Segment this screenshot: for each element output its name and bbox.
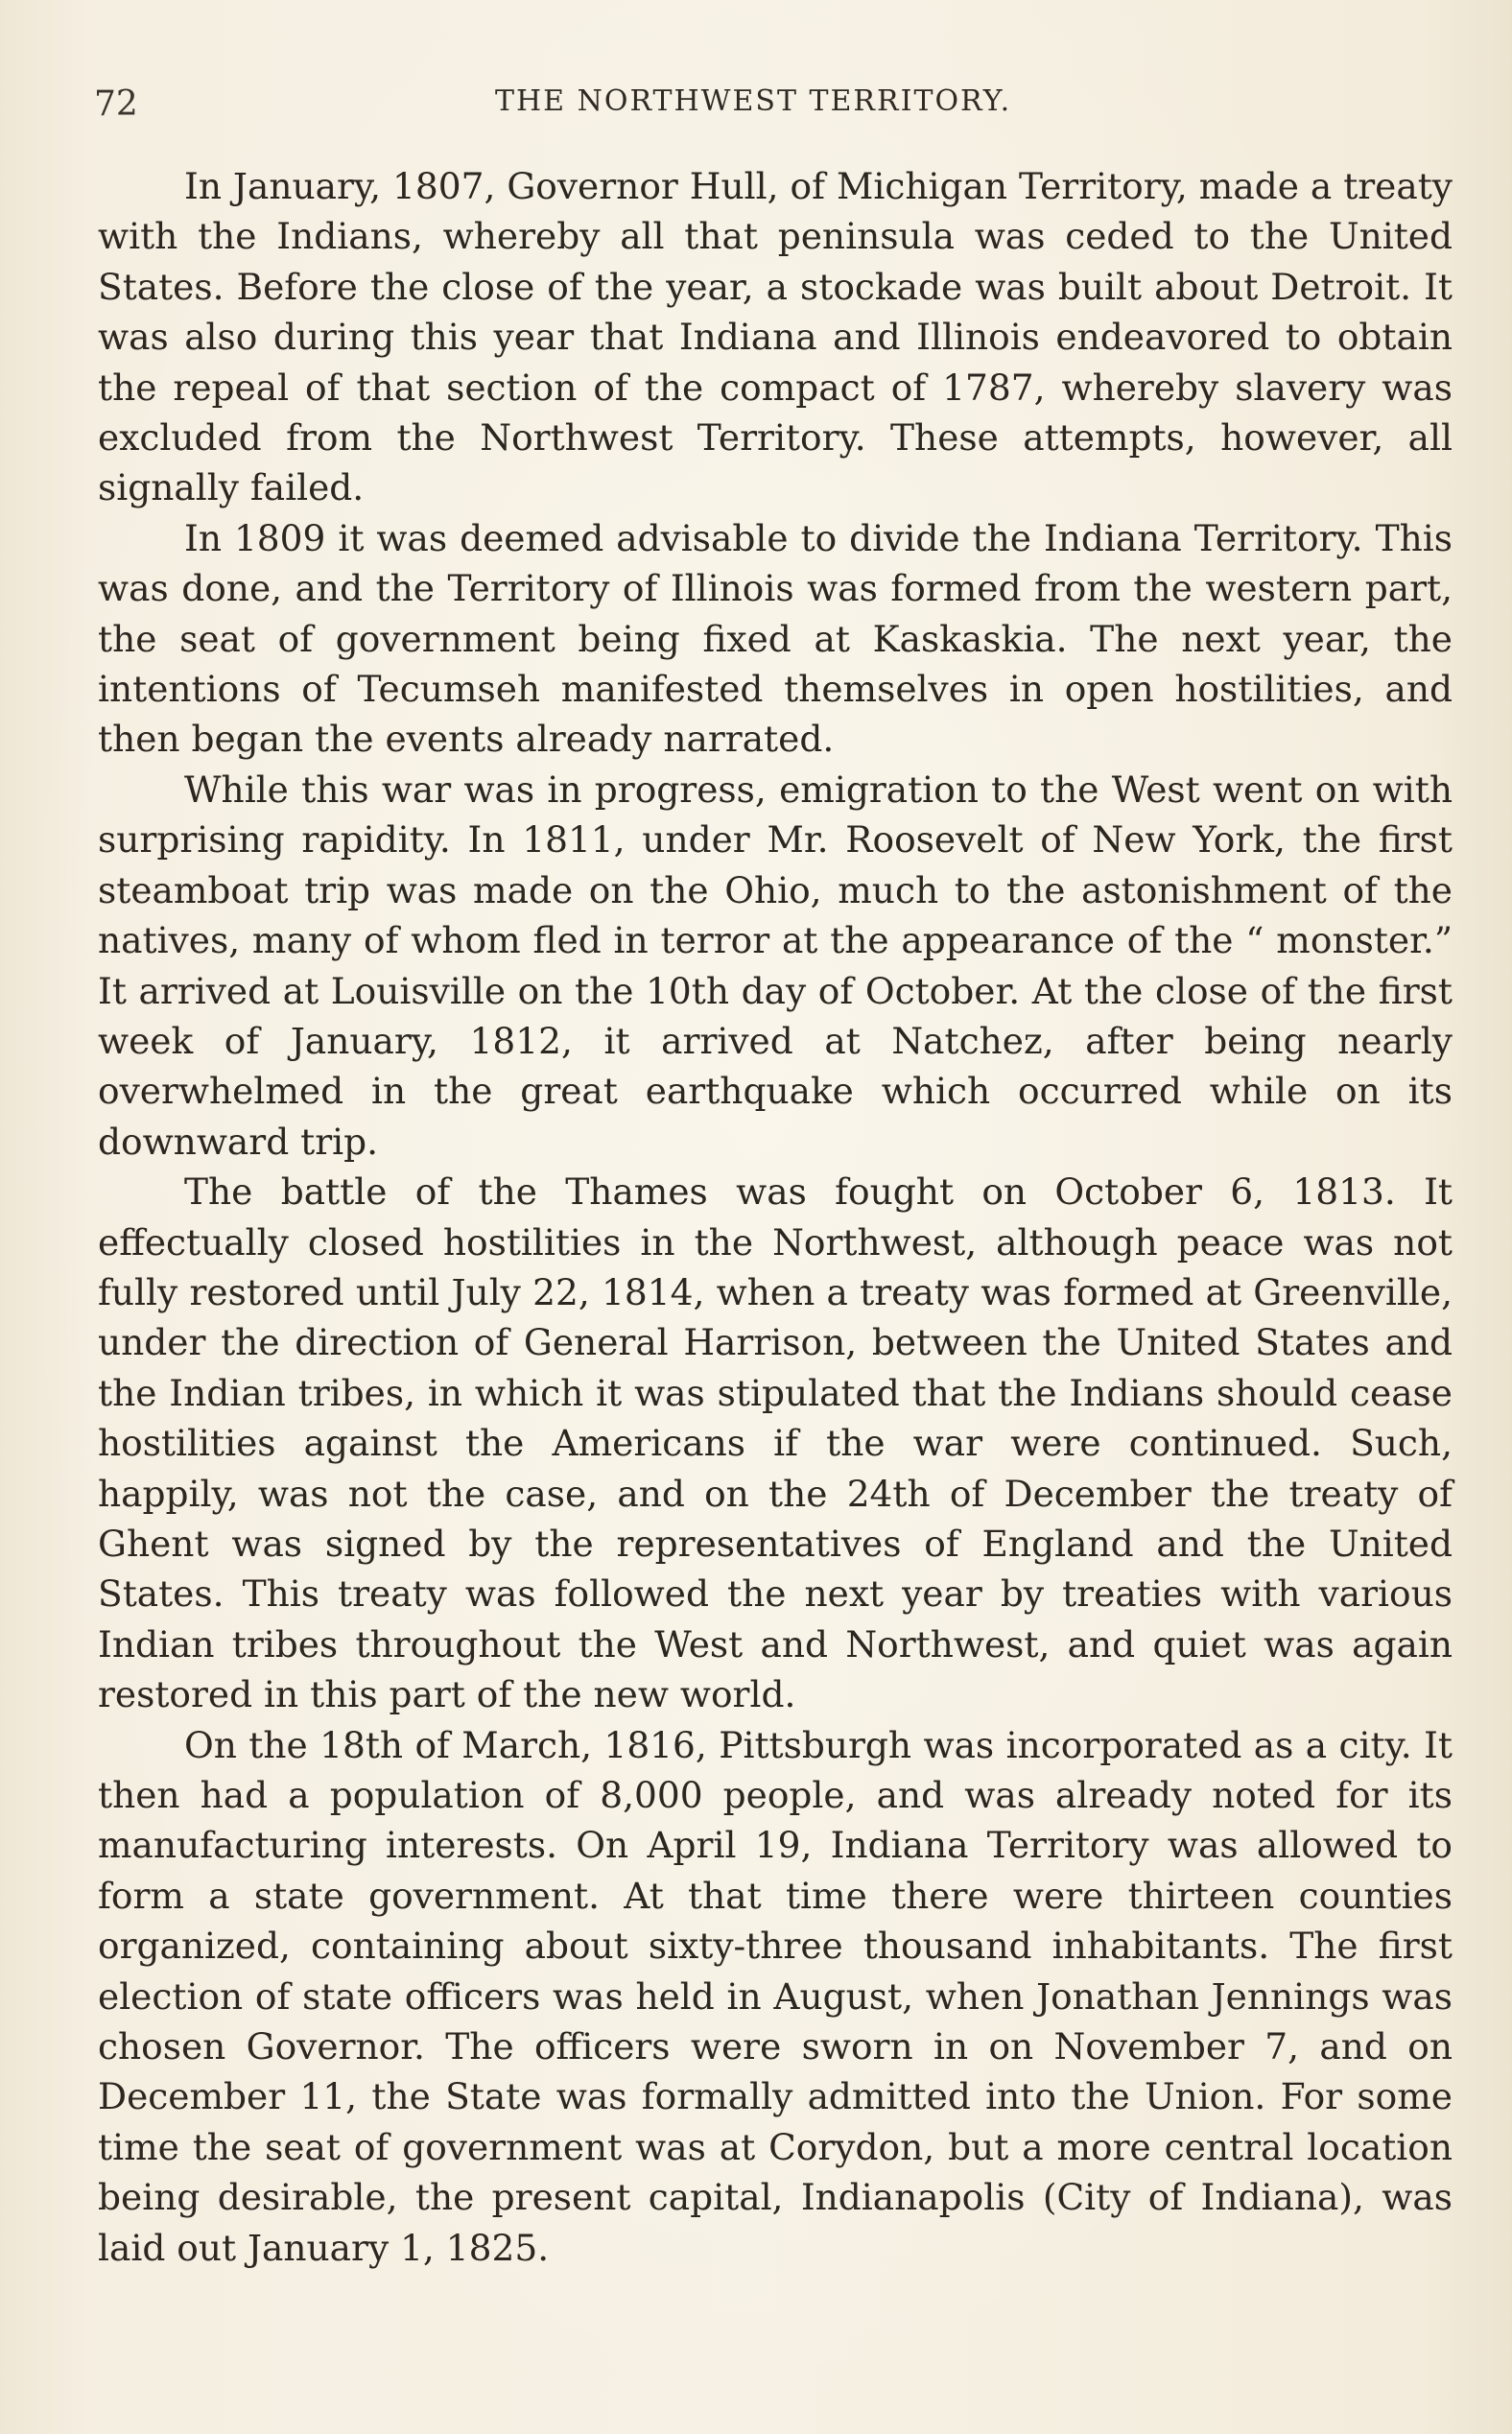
paragraph-1: In January, 1807, Governor Hull, of Michigan Territory, made a treaty with the Indians, whereby all that peninsula was ceded to the United States. Before the close of the year, a stockade was built about Detroit. It was also during this year that Indiana and Illinois endeavored to obtain the repeal of that section of the compact of 1787, whereby slavery was excluded from the Northwest Territory. These attempts, however, all signally failed. bbox=[98, 165, 1453, 509]
paragraph-4: The battle of the Thames was fought on October 6, 1813. It effectually closed hostilities in the Northwest, although peace was not fully restored until July 22, 1814, when a treaty was formed at Greenville, under the direction of General Harrison, between the United States and the Indian tribes, in which it was stipulated that the Indians should cease hostilities against the Americans if the war were continued. Such, happily, was not the case, and on the 24th of December the treaty of Ghent was signed by the representatives of England and the United States. This treaty was followed the next year by treaties with various Indian tribes throughout the West and Northwest, and quiet was again restored in this part of the new world. bbox=[98, 1170, 1453, 1716]
paragraph-3: While this war was in progress, emigration to the West went on with surprising rapidity. In 1811, under Mr. Roosevelt of New York, the first steamboat trip was made on the Ohio, much to the astonishment of the natives, many of whom fled in terror at the appearance of the “ monster.” It arrived at Louisville on the 10th day of October. At the close of the first week of January, 1812, it arrived at Natchez, after being nearly overwhelmed in the great earthquake which occurred while on its downward trip. bbox=[98, 768, 1453, 1163]
page-number: 72 bbox=[94, 84, 138, 124]
running-title: THE NORTHWEST TERRITORY. bbox=[495, 84, 1012, 118]
running-head bbox=[94, 84, 1458, 132]
paragraph-5: On the 18th of March, 1816, Pittsburgh was incorporated as a city. It then had a population of 8,000 people, and was already noted for its manufacturing interests. On April 19, Indiana Territory was allowed to form a state government. At that time there were thirteen counties organized, containing about sixty-three thousand inhabitants. The first election of state officers was held in August, when Jonathan Jennings was chosen Governor. The officers were sworn in on November 7, and on December 11, the State was formally admitted into the Union. For some time the seat of government was at Corydon, but a more central location being desirable, the present capital, Indianapolis (City of Indiana), was laid out January 1, 1825. bbox=[98, 1723, 1453, 2269]
body-text bbox=[98, 161, 1453, 2273]
paragraph-2: In 1809 it was deemed advisable to divide the Indiana Territory. This was done, and the Territory of Illinois was formed from the western part, the seat of government being fixed at Kaskaskia. The next year, the intentions of Tecumseh manifested themselves in open hostilities, and then began the events already narrated. bbox=[98, 516, 1453, 761]
